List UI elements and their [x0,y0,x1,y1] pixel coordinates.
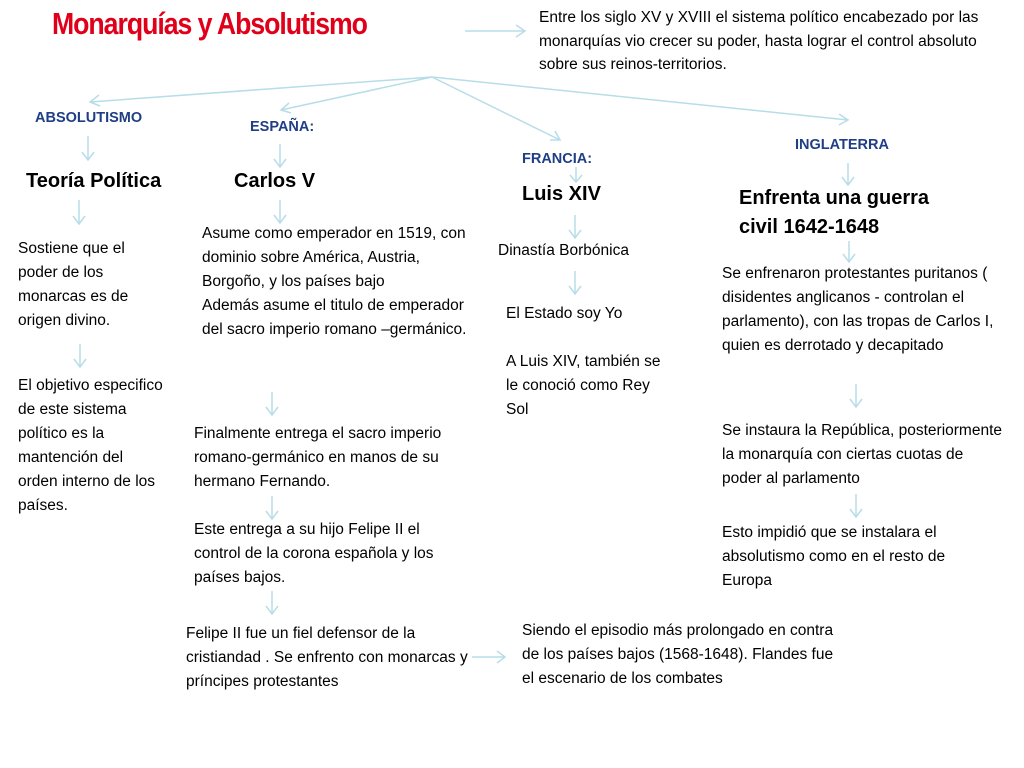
espana-text-5: Siendo el episodio más prolongado en contra de los países bajos (1568-1648). Flandes fue el escenario de los combates [522,622,834,687]
espana-text-2: Finalmente entrega el sacro imperio romano-germánico en manos de su hermano Fernando. [194,425,442,490]
francia-text-2: El Estado soy Yo [506,305,623,322]
espana-text-1a: Asume como emperador en 1519, con dominio sobre América, Austria, Borgoño, y los países bajo [202,225,466,290]
subtitle-guerra-civil: Enfrenta una guerra civil 1642-1648 [739,187,930,238]
francia-text-3: A Luis XIV, también se le conoció como Rey Sol [506,353,661,418]
absolutismo-text-2: El objetivo especifico de este sistema político es la mantención del orden interno de los países. [18,377,163,514]
inglaterra-text-3: Esto impidió que se instalara el absolutismo como en el resto de Europa [722,524,946,589]
espana-text-1b: Además asume el titulo de emperador del sacro imperio romano –germánico. [202,297,467,338]
absolutismo-text-1: Sostiene que el poder de los monarcas es de origen divino. [18,240,129,329]
espana-text-4: Felipe II fue un fiel defensor de la cristiandad . Se enfrento con monarcas y príncipes protestantes [186,625,468,690]
heading-espana: ESPAÑA: [250,119,315,135]
subtitle-luis-xiv: Luis XIV [522,183,601,205]
francia-text-1: Dinastía Borbónica [498,242,629,259]
subtitle-carlos-v: Carlos V [234,170,316,192]
heading-inglaterra: INGLATERRA [795,137,889,153]
heading-francia: FRANCIA: [522,151,593,167]
espana-text-1 [202,222,467,342]
inglaterra-text-2: Se instaura la República, posteriormente la monarquía con ciertas cuotas de poder al parlamento [722,422,1003,487]
diagram-title: Monarquías y Absolutismo [52,6,367,41]
intro-text: Entre los siglo XV y XVIII el sistema político encabezado por las monarquías vio crecer su poder, hasta lograr el control absoluto sobre sus reinos-territorios. [539,9,979,73]
espana-text-3: Este entrega a su hijo Felipe II el control de la corona española y los países bajos. [194,521,434,586]
subtitle-teoria-politica: Teoría Política [26,170,162,192]
heading-absolutismo: ABSOLUTISMO [35,110,143,126]
inglaterra-text-1: Se enfrenaron protestantes puritanos ( disidentes anglicanos - controlan el parlamento), con las tropas de Carlos I, quien es derrotado y decapitado [722,265,994,354]
